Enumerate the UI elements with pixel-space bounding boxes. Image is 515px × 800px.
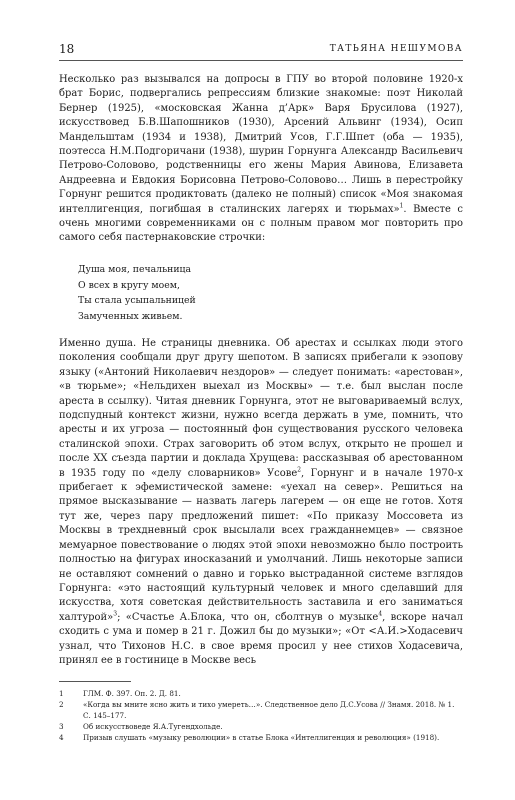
paragraph-2-part-b: , Горнунг и в начале 1970-х прибегает к эфемистической замене: «уехал на север». Решиться на прямое высказывание — назвать лагерь лагерем — он еще не готов. Хотя тут же, через пару предложений пишет: «По приказу Моссовета из Москвы в трехдневный срок высылали всех гражданнемцев» — связное мемуарное повествование о людях этой эпохи невозможно было построить полностью на фигурах иносказаний и умолчаний. Лишь некоторые записи не оставляют сомнений о давно и горько выстраданной системе взглядов Горнунга: «это настоящий культурный человек и много сделавший для искусства, хотя советская действительность заставила и его заниматься халтурой» [59,467,463,623]
footnotes [59,688,463,743]
footnote-ref-1[interactable]: 1 [399,202,404,210]
footnote-ref-2[interactable]: 2 [297,466,302,474]
paragraph-2-part-a: Именно душа. Не страницы дневника. Об арестах и ссылках люди этого поколения сообщали друг другу шепотом. В записях прибегали к эзопову языку («Антоний Николаевич нездоров» — следует понимать: «арестован», «в тюрьме»; «Нельдихен выехал из Москвы» — т.е. был выслан после ареста в ссылку). Читая дневник Горнунга, этот не выговариваемый вслух, подспудный контекст жизни, нужно всегда держать в уме, помнить, что аресты и их угроза — постоянный фон существования русского человека сталинской эпохи. Страх заговорить об этом вслух, открыто не прошел и после XX съезда партии и доклада Хрущева: рассказывая об арестованном в 1935 году по «делу словарников» Усове [59,338,463,479]
footnote-ref-3[interactable]: 3 [113,610,118,618]
footnote-text: Призыв слушать «музыку революции» в статье Блока «Интеллигенция и революция» (1918). [83,733,440,742]
footnote-text: ГЛМ. Ф. 397. Оп. 2. Д. 81. [83,689,181,698]
footnote-rule [59,681,131,682]
footnote-text: «Когда вы мните ясно жить и тихо умереть…». Следственное дело Д.С.Усова // Знамя. 2018. № 1. С. 145–177. [83,700,455,720]
footnote [59,721,463,732]
paragraph-2-part-d: , вскоре начал сходить с ума и помер в 21 г. Дожил бы до музыки»; «От <А.И.>Ходасевич узнал, что Тихонов Н.С. в свое время просил у нее стихов Ходасевича, принял ее в гостинице в Москве весь [59,611,463,666]
footnote-text: Об искусствоведе Я.А.Тугендхольде. [83,722,223,731]
paragraph-1 [59,73,463,246]
paragraph-1-text-after: . Вместе с очень многими современниками он с полным правом мог повторить про самого себя пастернаковские строчки: [59,203,464,244]
footnote-number: 4 [59,733,64,742]
paragraph-1-text: Несколько раз вызывался на допросы в ГПУ во второй половине 1920-х брат Борис, подвергались репрессиям близкие знакомые: поэт Николай Бернер (1925), «московская Жанна д’Арк» Варя Брусилова (1927), искусствовед Б.В.Шапошников (1930), Арсений Альвинг (1934), Осип Мандельштам (1934 и 1938), Дмитрий Усов, Г.Г.Шпет (оба — 1935), поэтесса Н.М.Подгоричани (1938), шурин Горнунга Александр Васильевич Петрово-Соловово, родственницы его жены Мария Авинова, Елизавета Андреевна и Евдокия Борисовна Петрово-Соловово… Лишь в перестройку Горнунг решится продиктовать (далеко не полный) список «Моя знакомая интеллигенция, погибшая в сталинских лагерях и тюрьмах» [59,74,463,215]
paragraph-2 [59,337,463,668]
verse-line: Замученных живьем. [78,311,183,323]
footnote [59,688,463,699]
running-head: ТАТЬЯНА НЕШУМОВА [329,44,463,54]
verse-line: О всех в кругу моем, [78,279,180,291]
footnote [59,699,463,721]
footnote-number: 1 [59,689,64,698]
footnote [59,732,463,743]
page-header [59,42,463,60]
header-rule [59,60,463,61]
verse-line: Ты стала усыпальницей [78,295,196,307]
footnote-number: 3 [59,722,64,731]
page-number: 18 [59,42,75,56]
paragraph-2-part-c: ; «Счастье А.Блока, что он, сболтнув о музыке [117,611,379,623]
footnote-number: 2 [59,700,64,709]
footnote-ref-4[interactable]: 4 [378,610,383,618]
verse-quote [78,262,196,325]
verse-line: Душа моя, печальница [78,264,192,275]
